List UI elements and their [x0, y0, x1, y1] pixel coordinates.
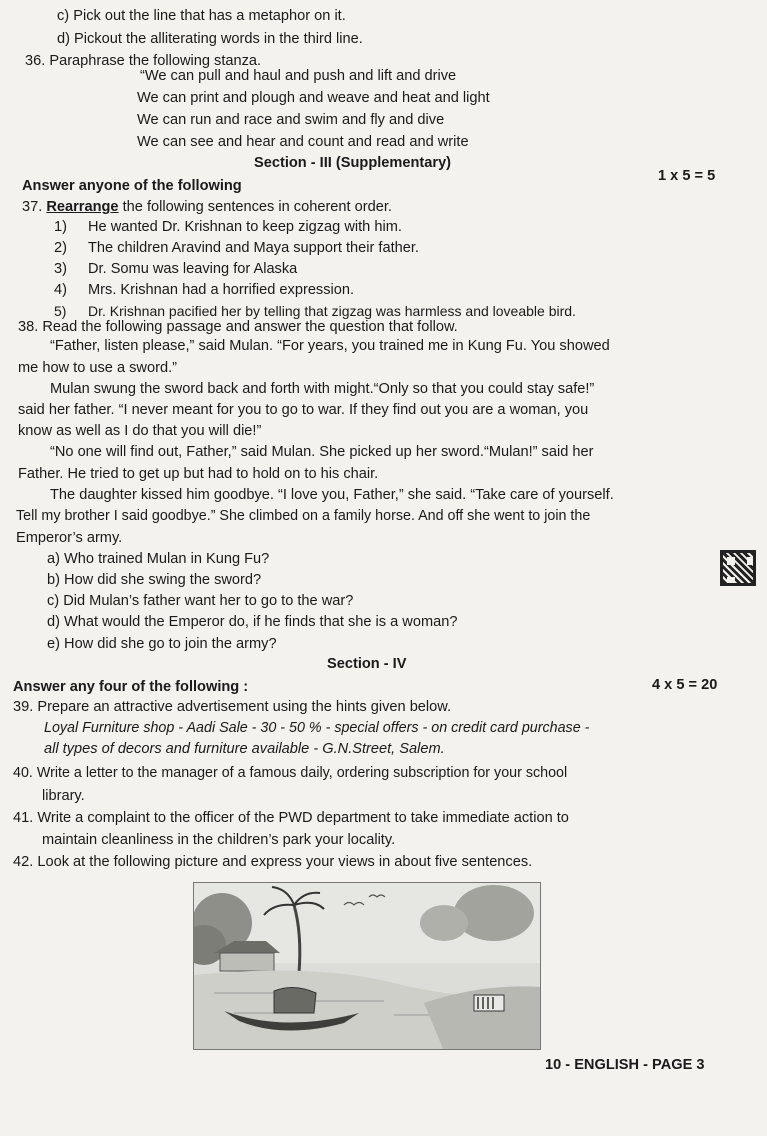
river-scene-picture	[193, 882, 541, 1050]
passage-line-1: “Father, listen please,” said Mulan. “For years, you trained me in Kung Fu. You showed	[50, 338, 610, 354]
q38-question-e: e) How did she go to join the army?	[47, 636, 277, 652]
passage-line-6: “No one will find out, Father,” said Mulan. She picked up her sword.“Mulan!” said her	[50, 444, 594, 460]
q37-item-4	[54, 280, 354, 301]
passage-line-4: said her father. “I never meant for you to go to war. If they find out you are a woman, you	[18, 402, 589, 418]
passage-line-2: me how to use a sword.”	[18, 360, 177, 376]
passage-line-3: Mulan swung the sword back and forth with might.“Only so that you could stay safe!”	[50, 381, 595, 397]
q35-d: d) Pickout the alliterating words in the third line.	[57, 31, 363, 47]
q42-title: 42. Look at the following picture and express your views in about five sentences.	[13, 854, 533, 870]
item-text: The children Aravind and Maya support their father.	[88, 240, 419, 256]
section-3-instruction: Answer anyone of the following	[22, 178, 242, 194]
item-number: 5)	[54, 303, 67, 319]
q37-item-2	[54, 238, 419, 259]
q41-line-1: 41. Write a complaint to the officer of the PWD department to take immediate action to	[13, 810, 569, 826]
stanza-line-1: “We can pull and haul and push and lift and drive	[140, 68, 457, 84]
q37-verb: Rearrange	[46, 199, 119, 215]
section-4-instruction: Answer any four of the following :	[13, 679, 249, 695]
q38-question-d: d) What would the Emperor do, if he finds that she is a woman?	[47, 614, 458, 630]
item-text: Dr. Krishnan pacified her by telling that zigzag was harmless and loveable bird.	[88, 303, 576, 319]
q40-line-2: library.	[42, 788, 85, 804]
item-number: 4)	[54, 282, 67, 298]
q38-title: 38. Read the following passage and answer the question that follow.	[18, 319, 458, 335]
tree	[454, 885, 534, 941]
q40-line-1: 40. Write a letter to the manager of a famous daily, ordering subscription for your school	[13, 765, 568, 781]
tree	[420, 905, 468, 941]
section-3-heading: Section - III (Supplementary)	[254, 155, 452, 171]
boat-canopy	[274, 987, 316, 1013]
q39-hints-line-2: all types of decors and furniture available - G.N.Street, Salem.	[44, 741, 445, 757]
item-text: Dr. Somu was leaving for Alaska	[88, 261, 298, 277]
q37-item-1	[54, 217, 402, 238]
qr-code-icon	[720, 550, 756, 586]
item-text: He wanted Dr. Krishnan to keep zigzag with him.	[88, 219, 402, 235]
passage-line-5: know as well as I do that you will die!”	[18, 423, 262, 439]
item-number: 3)	[54, 261, 67, 277]
section-4-heading: Section - IV	[327, 656, 407, 672]
q39-hints-line-1: Loyal Furniture shop - Aadi Sale - 30 - 50 % - special offers - on credit card purchase -	[44, 720, 590, 736]
passage-line-8: The daughter kissed him goodbye. “I love you, Father,” she said. “Take care of yourself.	[50, 487, 614, 503]
q38-question-a: a) Who trained Mulan in Kung Fu?	[47, 551, 270, 567]
q35-c: c) Pick out the line that has a metaphor on it.	[57, 8, 346, 24]
q41-line-2: maintain cleanliness in the children’s park your locality.	[42, 832, 396, 848]
stanza-line-4: We can see and hear and count and read and write	[137, 134, 469, 150]
q37-number: 37.	[22, 199, 43, 215]
item-text: Mrs. Krishnan had a horrified expression.	[88, 282, 355, 298]
stanza-line-3: We can run and race and swim and fly and dive	[137, 112, 445, 128]
q38-question-b: b) How did she swing the sword?	[47, 572, 262, 588]
q38-question-c: c) Did Mulan’s father want her to go to the war?	[47, 593, 354, 609]
page-footer: 10 - ENGLISH - PAGE 3	[545, 1057, 705, 1073]
stanza-line-2: We can print and plough and weave and heat and light	[137, 90, 490, 106]
item-number: 1)	[54, 219, 67, 235]
q39-title: 39. Prepare an attractive advertisement using the hints given below.	[13, 699, 452, 715]
q37-rest: the following sentences in coherent order.	[122, 199, 392, 215]
hut-wall	[220, 953, 274, 971]
river-scene-sketch	[194, 883, 541, 1050]
passage-line-7: Father. He tried to get up but had to hold on to his chair.	[18, 466, 379, 482]
passage-line-9: Tell my brother I said goodbye.” She climbed on a family horse. And off she went to join the	[16, 508, 591, 524]
q37-item-3	[54, 259, 297, 280]
section-3-marks: 1 x 5 = 5	[658, 168, 716, 184]
q36-title: 36. Paraphrase the following stanza.	[25, 53, 262, 69]
passage-line-10: Emperor’s army.	[16, 530, 123, 546]
section-4-marks: 4 x 5 = 20	[652, 677, 718, 693]
item-number: 2)	[54, 240, 67, 256]
q37-title	[22, 197, 392, 218]
